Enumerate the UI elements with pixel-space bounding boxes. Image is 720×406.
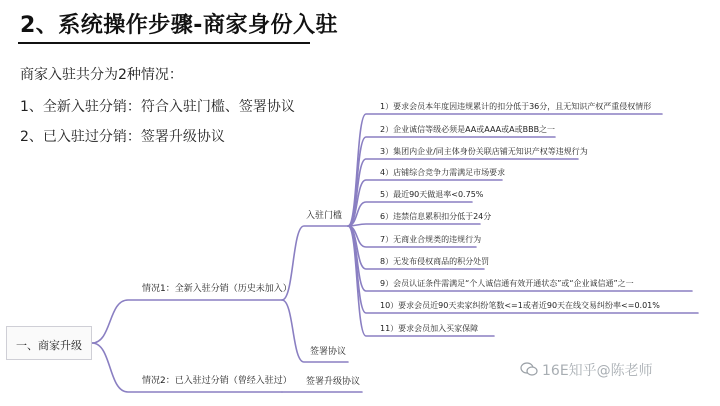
wechat-icon <box>520 362 538 376</box>
threshold-label: 入驻门槛 <box>306 211 343 221</box>
condition-3: 3）集团内企业/同主体身份关联店铺无知识产权等违规行为 <box>380 147 588 156</box>
condition-1: 1）要求会员本年度因违规累计的扣分低于36分，且无知识产权严重侵权情形 <box>380 102 652 111</box>
watermark-text: 16E知乎@陈老师 <box>542 363 653 379</box>
condition-4: 4）店铺综合竞争力需满足市场要求 <box>380 168 506 177</box>
condition-2: 2）企业诚信等级必须是AA或AAA或A或BBB之一 <box>380 125 556 134</box>
sign-label: 签署协议 <box>310 347 347 357</box>
root-node-label: 一、商家升级 <box>16 339 82 352</box>
condition-9: 9）会员认证条件需满足“个人诚信通有效开通状态”或“企业诚信通”之一 <box>380 279 634 288</box>
condition-8: 8）无发布侵权商品的积分处罚 <box>380 257 490 266</box>
condition-7: 7）无商业合规类的违规行为 <box>380 235 482 244</box>
page-title: 2、系统操作步骤-商家身份入驻 <box>20 13 338 38</box>
branch1-label: 情况1：全新入驻分销（历史未加入） <box>142 284 292 294</box>
condition-11: 11）要求会员加入买家保障 <box>380 324 479 333</box>
condition-10: 10）要求会员近90天卖家纠纷笔数<=1或者近90天在线交易纠纷率<=0.01% <box>380 301 660 310</box>
branch2-label: 情况2：已入驻过分销（曾经入驻过） <box>142 376 292 386</box>
condition-5: 5）最近90天做退率<0.75% <box>380 190 484 199</box>
condition-6: 6）违禁信息累积扣分低于24分 <box>380 212 492 221</box>
intro-line-3: 2、已入驻过分销：签署升级协议 <box>20 129 225 145</box>
upgrade-label: 签署升级协议 <box>306 377 361 387</box>
intro-line-1: 商家入驻共分为2种情况： <box>20 67 183 83</box>
intro-line-2: 1、全新入驻分销：符合入驻门槛、签署协议 <box>20 99 295 115</box>
connector-root-branch1 <box>92 300 282 343</box>
